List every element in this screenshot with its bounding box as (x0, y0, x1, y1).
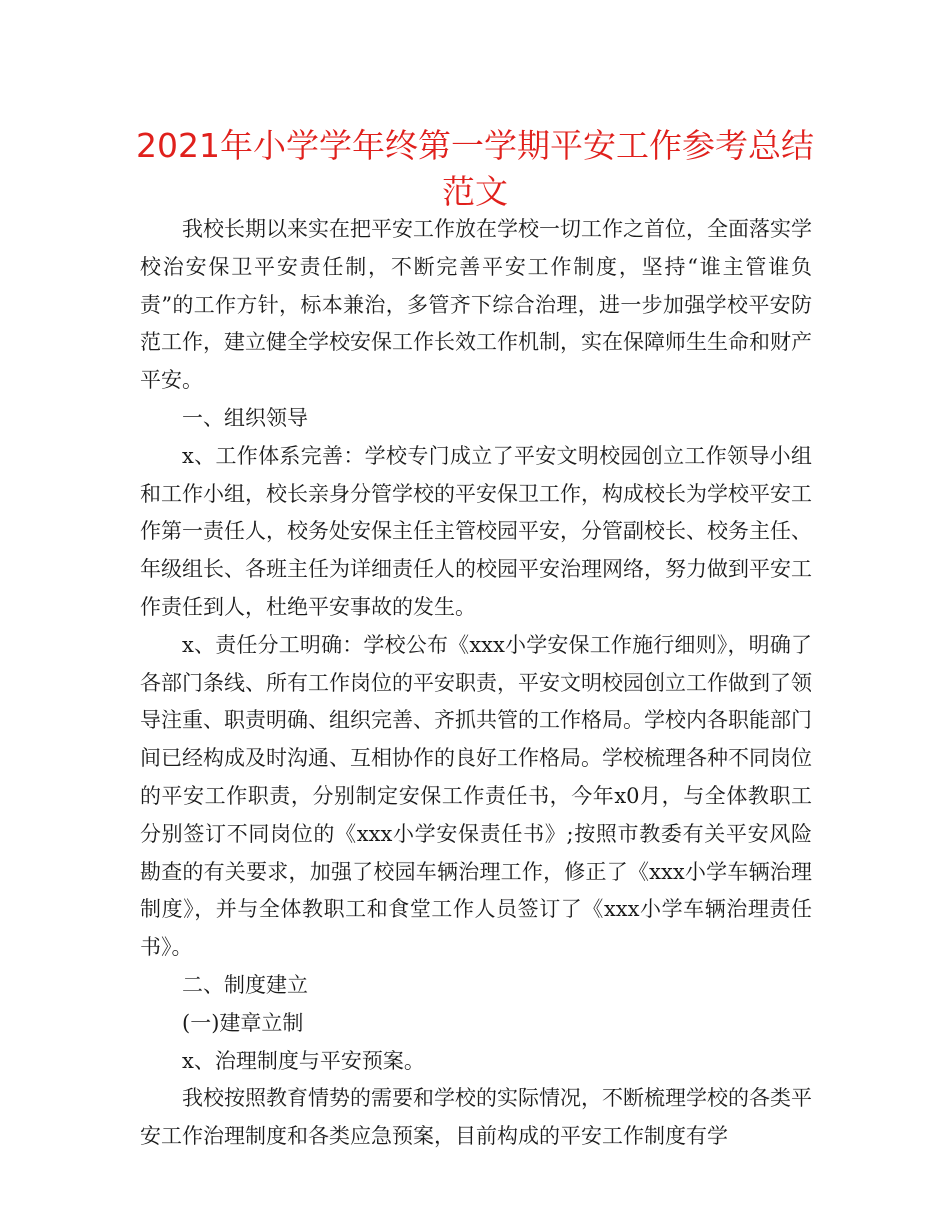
subsection-heading-rules: (一)建章立制 (182, 1010, 304, 1035)
paragraph-management: 我校按照教育情势的需要和学校的实际情况，不断梳理学校的各类平安工作治理制度和各类应急预案，目前构成的平安工作制度有学 (140, 1086, 812, 1149)
paragraph-work-system: x、工作体系完善：学校专门成立了平安文明校园创立工作领导小组和工作小组，校长亲身分管学校的平安保卫工作，构成校长为学校平安工作第一责任人，校务处安保主任主管校园平安，分管副校长、校务主任、年级组长、各班主任为详细责任人的校园平安治理网络，努力做到平安工作责任到人，杜绝平安事故的发生。 (140, 443, 812, 619)
item-heading-management: x、治理制度与平安预案。 (182, 1048, 425, 1073)
document-title-line-1: 2021年小学学年终第一学期平安工作参考总结 (136, 126, 814, 165)
paragraph-intro: 我校长期以来实在把平安工作放在学校一切工作之首位，全面落实学校治安保卫平安责任制，不断完善平安工作制度，坚持“谁主管谁负责”的工作方针，标本兼治，多管齐下综合治理，进一步加强学校平安防范工作，建立健全学校安保工作长效工作机制，实在保障师生生命和财产平安。 (140, 217, 812, 393)
document-body (140, 211, 812, 1156)
section-heading-organization: 一、组织领导 (182, 405, 308, 430)
paragraph-responsibility: x、责任分工明确：学校公布《xxx小学安保工作施行细则》，明确了各部门条线、所有工作岗位的平安职责，平安文明校园创立工作做到了领导注重、职责明确、组织完善、齐抓共管的工作格局。学校内各职能部门间已经构成及时沟通、互相协作的良好工作格局。学校梳理各种不同岗位的平安工作职责，分别制定安保工作责任书，今年x0月，与全体教职工分别签订不同岗位的《xxx小学安保责任书》;按照市教委有关平安风险勘查的有关要求，加强了校园车辆治理工作，修正了《xxx小学车辆治理制度》，并与全体教职工和食堂工作人员签订了《xxx小学车辆治理责任书》。 (140, 632, 812, 960)
document-title-line-2: 范文 (442, 172, 508, 211)
section-heading-system: 二、制度建立 (182, 972, 308, 997)
